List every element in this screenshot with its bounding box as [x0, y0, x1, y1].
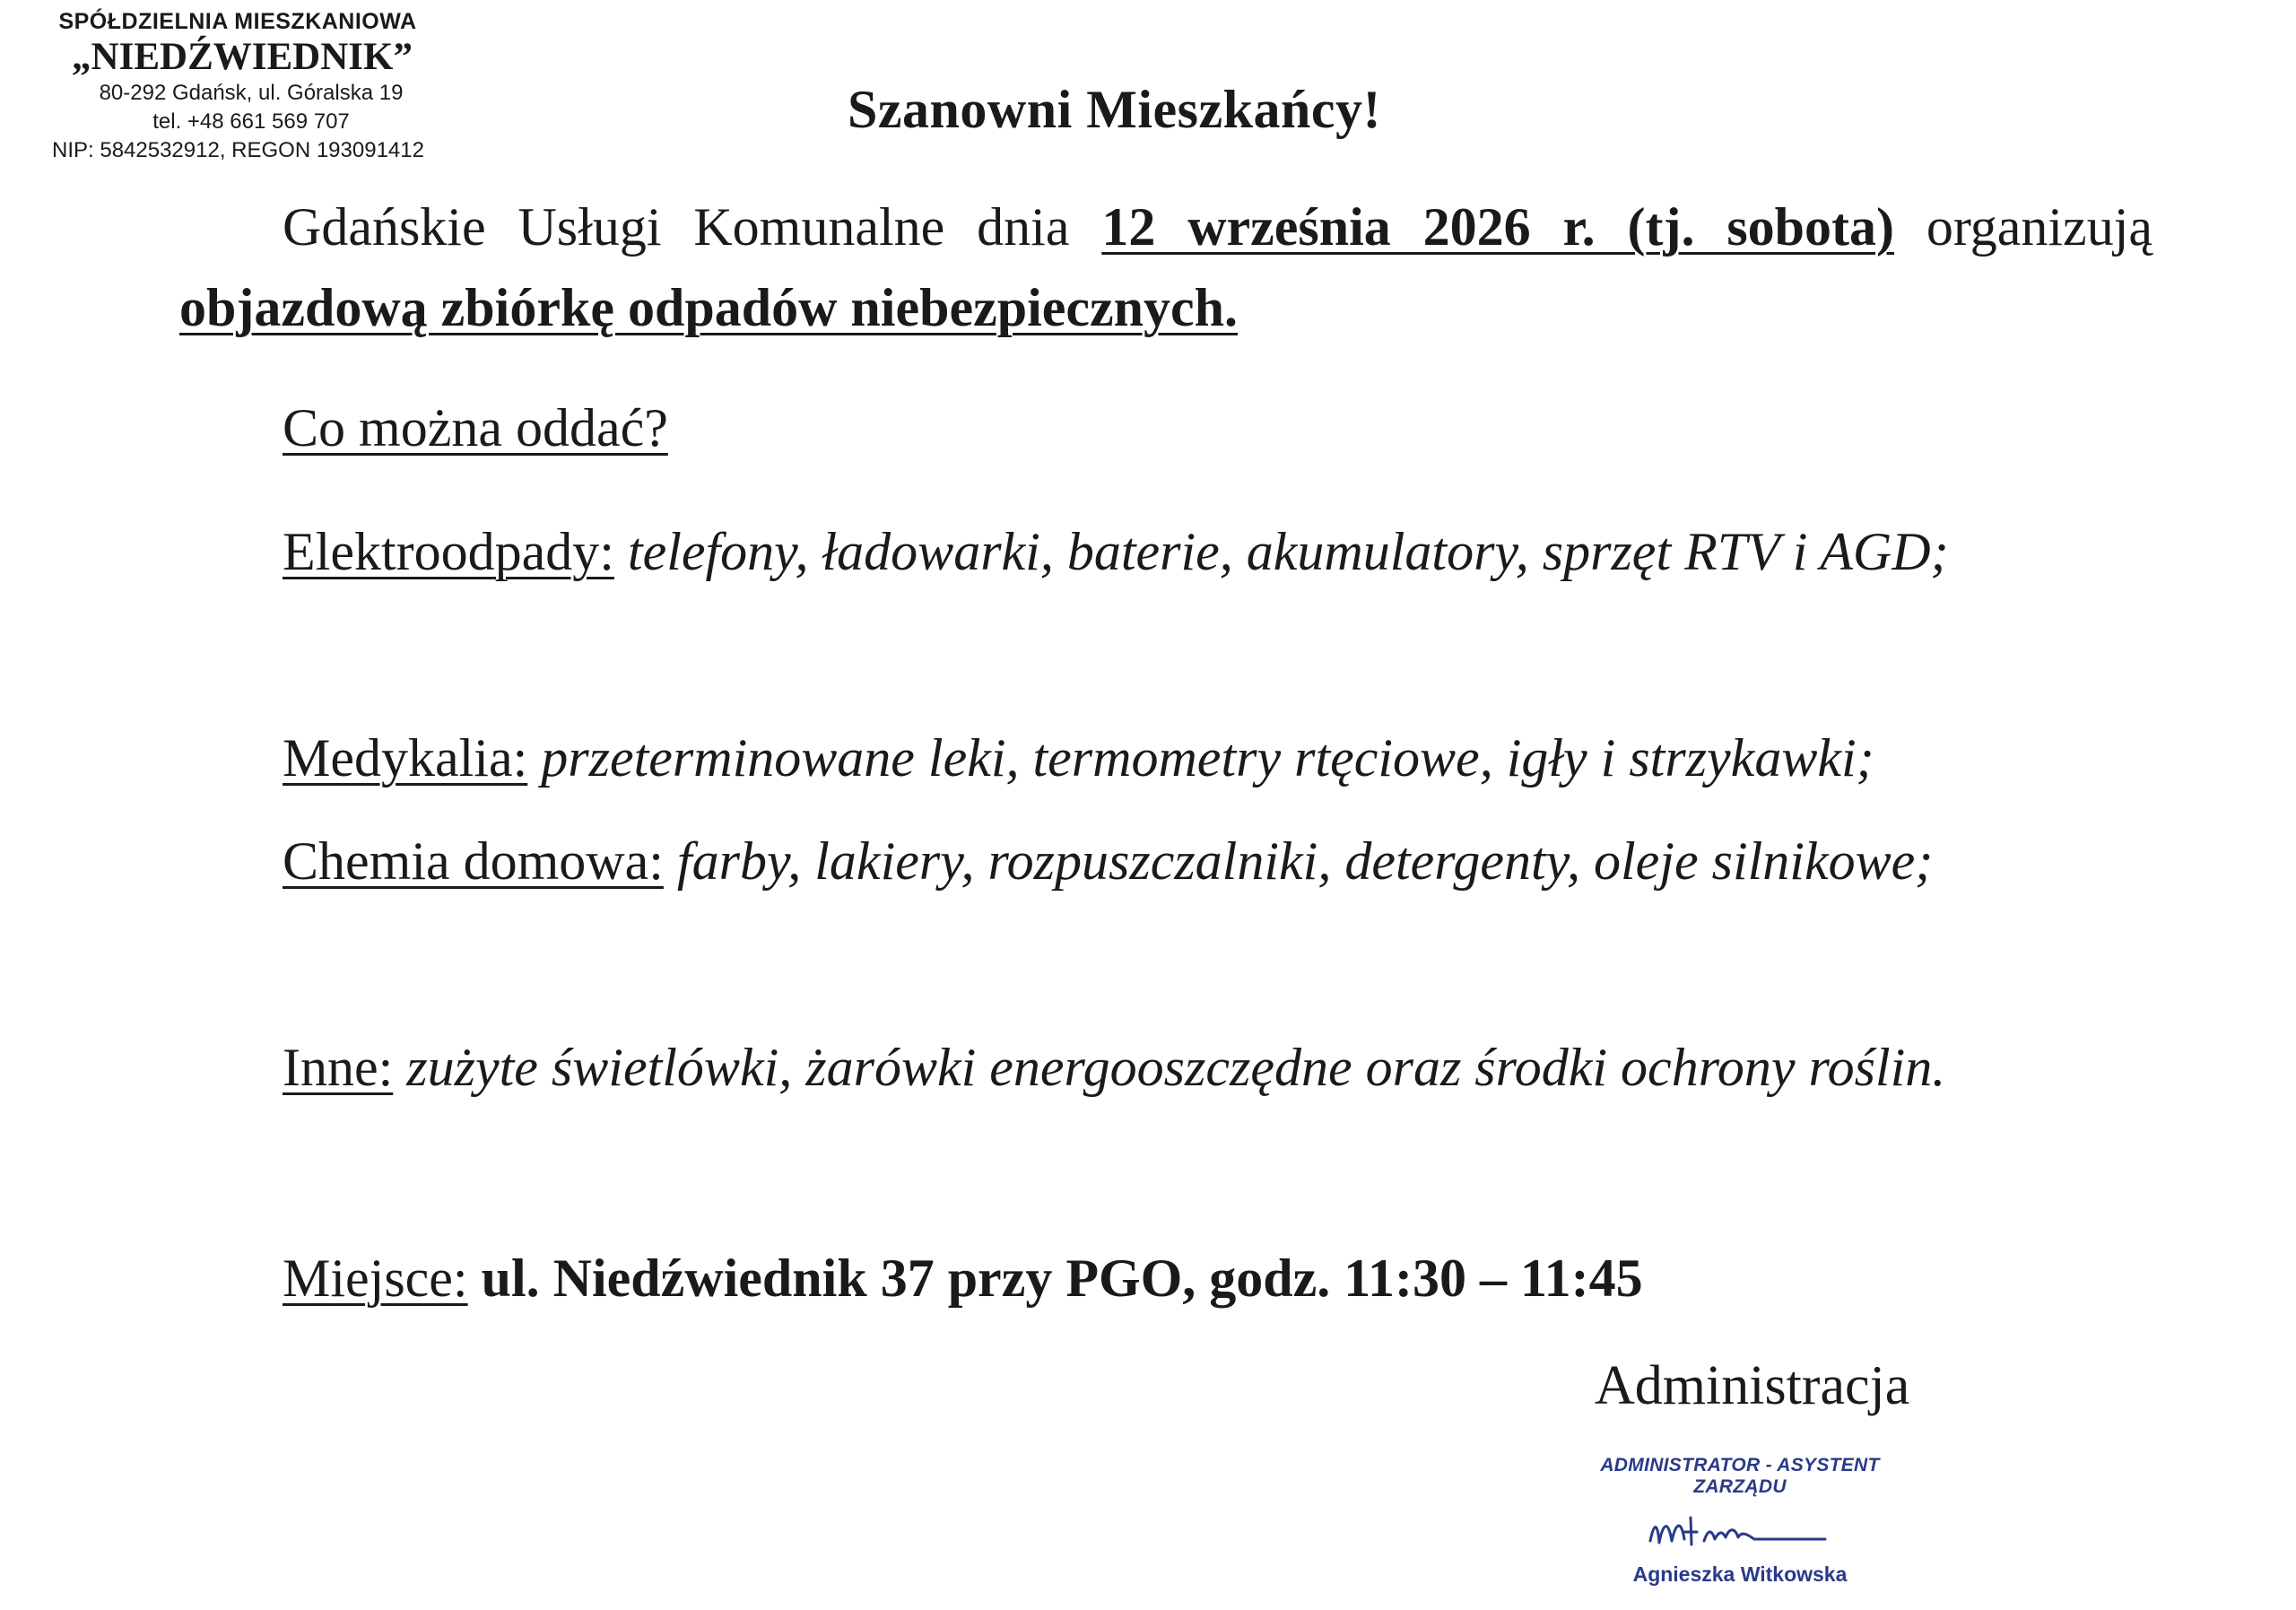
org-type: SPÓŁDZIELNIA MIESZKANIOWA [58, 9, 417, 34]
intro-mid: organizują [1894, 197, 2152, 257]
org-phone: tel. +48 661 569 707 [152, 109, 350, 134]
stamp-name: Agnieszka Witkowska [1632, 1562, 1848, 1586]
stamp-role: ADMINISTRATOR - ASYSTENT ZARZĄDU [1600, 1455, 1880, 1497]
organization-header [36, 7, 502, 165]
event-date: 12 września 2026 r. (tj. sobota) [1101, 197, 1894, 257]
place-line [179, 1238, 2152, 1318]
list-item-chemicals [179, 821, 2152, 901]
list-item-medical [179, 718, 2152, 798]
list-item-other [179, 1027, 2152, 1108]
item-label: Medykalia: [283, 728, 528, 788]
intro-lead: Gdańskie Usługi Komunalne dnia [283, 197, 1102, 257]
item-label: Chemia domowa: [283, 831, 664, 891]
item-label: Inne: [283, 1038, 394, 1097]
question-heading [283, 387, 2166, 468]
org-ids: NIP: 5842532912, REGON 193091412 [52, 138, 424, 162]
item-text: farby, lakiery, rozpuszczalniki, detergenty, oleje silnikowe; [663, 831, 1934, 891]
item-text: przeterminowane leki, termometry rtęciowe, igły i strzykawki; [527, 728, 1874, 788]
place-label: Miejsce: [283, 1249, 468, 1308]
item-label: Elektroodpady: [283, 522, 614, 581]
list-item-electronics [179, 511, 2152, 592]
page-title: Szanowni Mieszkańcy! [848, 80, 1381, 139]
signoff: Administracja [1595, 1355, 1910, 1416]
org-name: „NIEDŹWIEDNIK” [72, 36, 413, 78]
event-name: objazdową zbiórkę odpadów niebezpiecznych. [179, 278, 1239, 337]
question-text: Co można oddać? [283, 398, 668, 457]
signature-stamp [1561, 1455, 1919, 1587]
item-text: telefony, ładowarki, baterie, akumulatory, sprzęt RTV i AGD; [613, 522, 1949, 581]
place-text: ul. Niedźwiednik 37 przy PGO, godz. 11:30 – 11:45 [467, 1249, 1643, 1308]
org-address: 80-292 Gdańsk, ul. Góralska 19 [99, 81, 404, 105]
handwritten-signature [1641, 1505, 1839, 1559]
intro-paragraph [179, 187, 2152, 348]
item-text: zużyte świetlówki, żarówki energooszczędne oraz środki ochrony roślin. [393, 1038, 1946, 1097]
